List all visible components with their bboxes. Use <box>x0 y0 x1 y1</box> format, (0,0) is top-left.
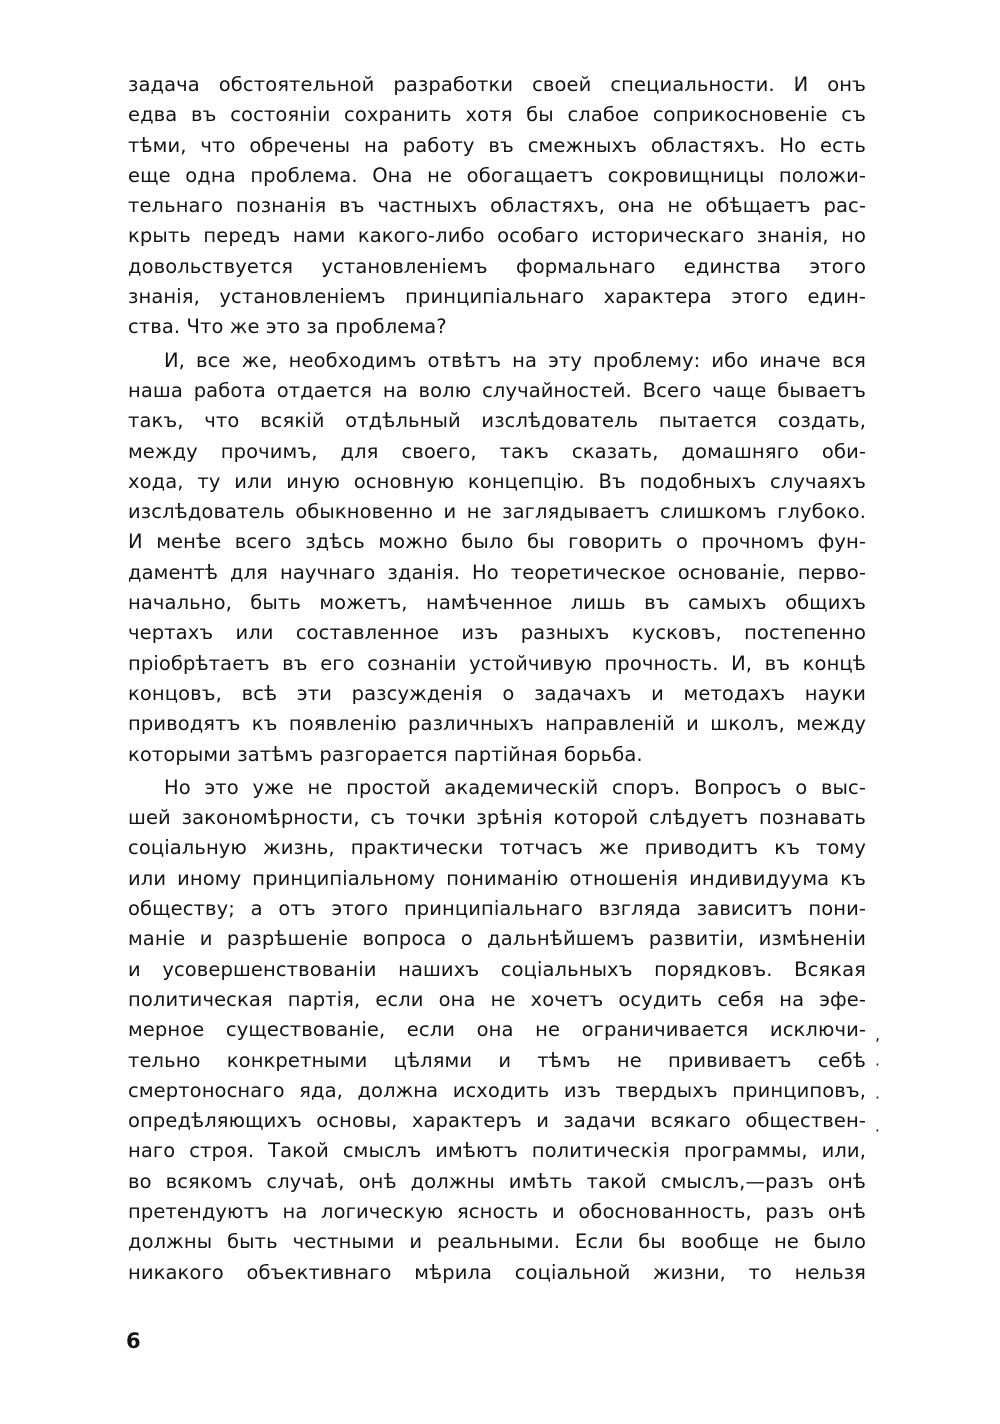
text-line: начально, быть можетъ, намѣченное лишь въ самыхъ общихъ <box>128 591 866 615</box>
text-line: тельно конкретными цѣлями и тѣмъ не прививаетъ себѣ <box>128 1048 866 1072</box>
text-line: наша работа отдается на волю случайностей. Всего чаще бываетъ <box>128 378 866 402</box>
text-line: или иному принципiальному пониманiю отношенiя индивидуума къ <box>128 866 866 890</box>
paragraph-1 <box>128 70 866 343</box>
text-line: концовъ, всѣ эти разсужденiя о задачахъ и методахъ науки <box>128 681 866 705</box>
text-line: Но это уже не простой академическiй споръ. Вопросъ о выс- <box>164 775 866 799</box>
text-line: соцiальную жизнь, практически тотчасъ же приводитъ къ тому <box>128 836 866 860</box>
text-line: смертоноснаго яда, должна исходить изъ твердыхъ принциповъ, <box>128 1078 866 1102</box>
text-line: претендуютъ на логическую ясность и обоснованность, разъ онѣ <box>128 1199 866 1223</box>
text-line: довольствуется установленiемъ формальнаго единства этого <box>128 254 866 278</box>
text-line: крыть передъ нами какого-либо особаго историческаго знанiя, но <box>128 224 866 248</box>
text-line: манiе и разрѣшенiе вопроса о дальнѣйшемъ развитiи, измѣненiи <box>128 927 866 951</box>
text-line: и усовершенствованiи нашихъ соцiальныхъ порядковъ. Всякая <box>128 957 866 981</box>
text-line: между прочимъ, для своего, такъ сказать, домашняго оби- <box>128 439 866 463</box>
margin-speck: · <box>874 1055 880 1074</box>
margin-speck: · <box>874 1088 880 1107</box>
text-line: даментѣ для научнаго зданiя. Но теоретическое основанiе, перво- <box>128 560 866 584</box>
text-line: прiобрѣтаетъ въ его сознанiи устойчивую прочность. И, въ концѣ <box>128 651 866 675</box>
text-line: едва въ состоянiи сохранить хотя бы слабое соприкосновенiе съ <box>128 103 866 127</box>
text-line: во всякомъ случаѣ, онѣ должны имѣть такой смыслъ,—разъ онѣ <box>128 1169 866 1193</box>
text-line: еще одна проблема. Она не обогащаетъ сокровищницы положи- <box>128 163 866 187</box>
margin-speck: ‚ <box>874 1025 880 1044</box>
text-line: И менѣе всего здѣсь можно было бы говорить о прочномъ фун- <box>128 530 866 554</box>
text-line: наго строя. Такой смыслъ имѣютъ политическiя программы, или, <box>128 1139 866 1163</box>
text-line: изслѣдователь обыкновенно и не заглядываетъ слишкомъ глубоко. <box>128 500 866 524</box>
paragraph-2 <box>128 346 866 770</box>
text-line: чертахъ или составленное изъ разныхъ кусковъ, постепенно <box>128 621 866 645</box>
text-line: которыми затѣмъ разгорается партiйная борьба. <box>128 742 643 766</box>
text-line: тѣми, что обречены на работу въ смежныхъ областяхъ. Но есть <box>128 133 866 157</box>
text-line: политическая партiя, если она не хочетъ осудить себя на эфе- <box>128 987 866 1011</box>
text-line: И, все же, необходимъ отвѣтъ на эту проблему: ибо иначе вся <box>164 348 866 372</box>
text-line: должны быть честными и реальными. Если бы вообще не было <box>128 1230 866 1254</box>
paragraph-3 <box>128 773 866 1288</box>
text-line: задача обстоятельной разработки своей специальности. И онъ <box>128 73 866 96</box>
text-line: ства. Что же это за проблема? <box>128 315 447 339</box>
margin-speck: · <box>874 1121 880 1140</box>
text-line: тельнаго познанiя въ частныхъ областяхъ, она не обѣщаетъ рас- <box>128 194 866 218</box>
text-line: хода, ту или иную основную концепцiю. Въ подобныхъ случаяхъ <box>128 469 866 493</box>
page-body-text <box>128 70 866 1288</box>
text-line: приводятъ къ появленiю различныхъ направленiй и школъ, между <box>128 712 866 736</box>
text-line: опредѣляющихъ основы, характеръ и задачи всякаго обществен- <box>128 1109 866 1133</box>
text-line: шей закономѣрности, съ точки зрѣнiя которой слѣдуетъ познавать <box>128 806 866 830</box>
text-line: такъ, что всякiй отдѣльный изслѣдователь пытается создать, <box>128 409 866 433</box>
text-line: никакого объективнаго мѣрила соцiальной жизни, то нельзя <box>128 1260 866 1284</box>
text-line: обществу; а отъ этого принципiальнаго взгляда зависитъ пони- <box>128 897 866 921</box>
page-number: 6 <box>126 1329 141 1353</box>
text-line: знанiя, установленiемъ принципiальнаго характера этого един- <box>128 285 866 309</box>
text-line: мерное существованiе, если она не ограничивается исключи- <box>128 1018 866 1042</box>
